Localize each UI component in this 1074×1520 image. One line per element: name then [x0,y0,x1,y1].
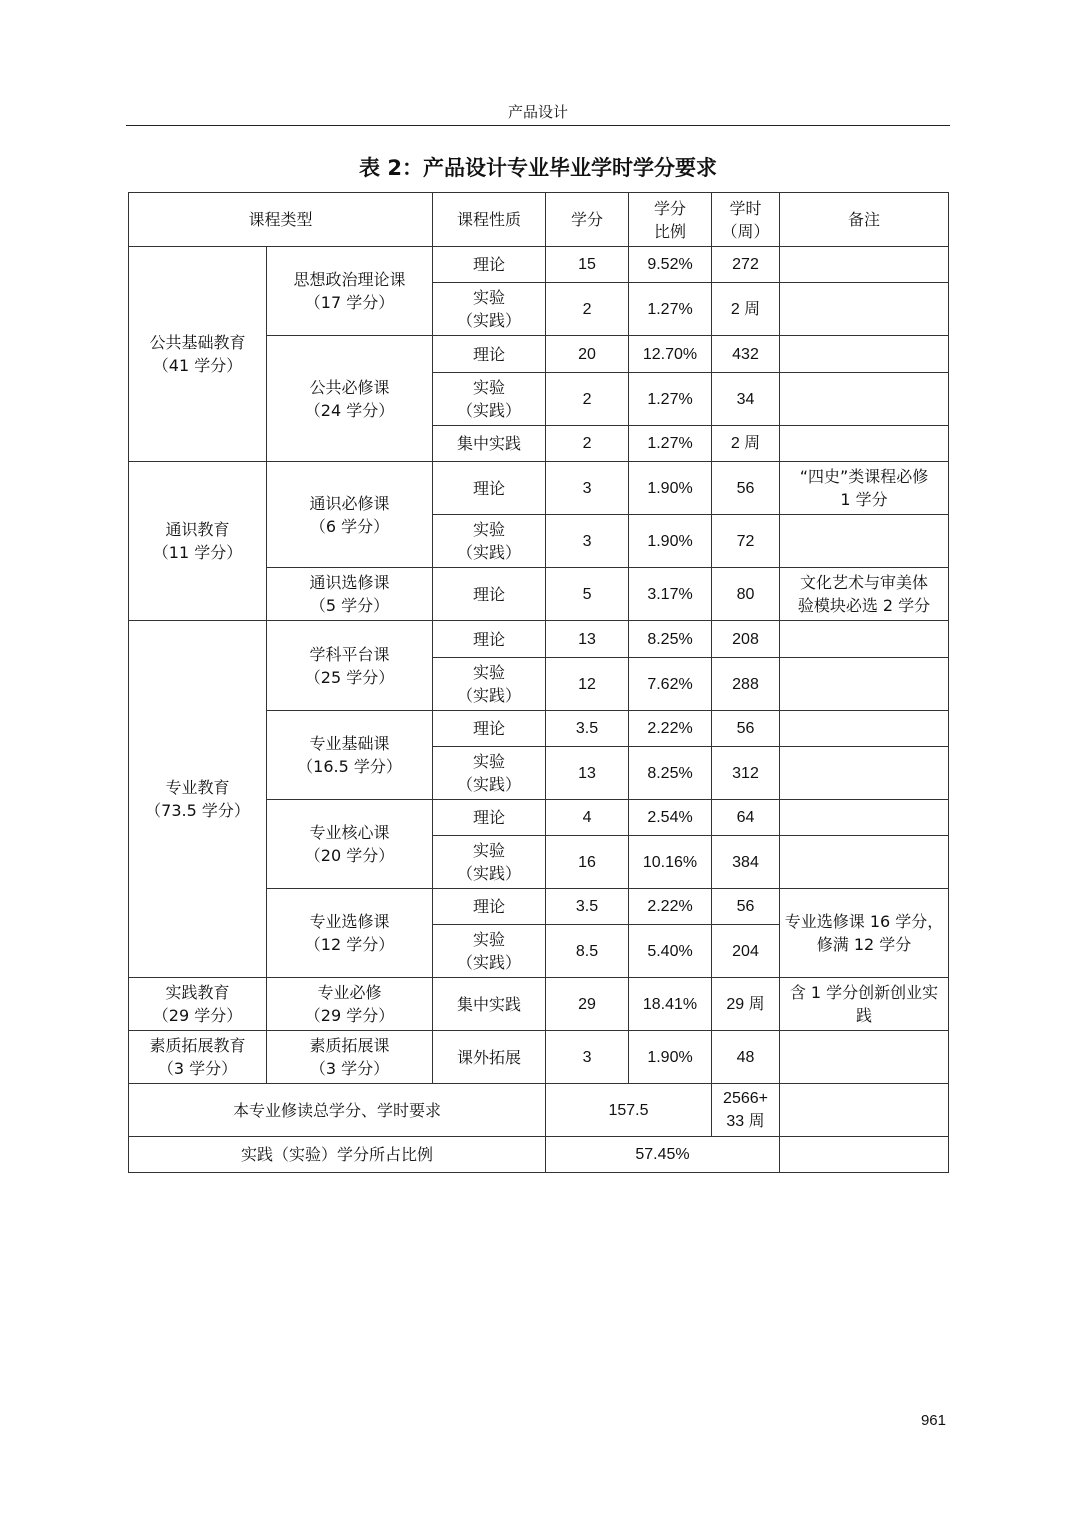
cell-nature: 理论 [433,462,546,515]
cell-nature: 理论 [433,568,546,621]
cell-hours: 48 [712,1031,780,1084]
subgroup-public-required: 公共必修课 （24 学分） [267,336,433,462]
cell-hours: 208 [712,621,780,658]
cell-hours: 384 [712,836,780,889]
cell-nature: 实验 （实践） [433,925,546,978]
cell-note [780,836,949,889]
subgroup-platform: 学科平台课 （25 学分） [267,621,433,711]
cell-hours: 56 [712,711,780,747]
cell-hours: 80 [712,568,780,621]
subgroup-quality-course: 素质拓展课 （3 学分） [267,1031,433,1084]
cell-credit: 20 [546,336,629,373]
running-header: 产品设计 [507,103,568,121]
col-header-type: 课程类型 [129,193,433,247]
cell-note: 文化艺术与审美体 验模块必选 2 学分 [780,568,949,621]
cell-ratio: 8.25% [629,747,712,800]
cell-nature: 实验 （实践） [433,658,546,711]
cell-hours: 64 [712,800,780,836]
subgroup-practice-required: 专业必修 （29 学分） [267,978,433,1031]
cell-nature: 理论 [433,711,546,747]
cell-credit: 3.5 [546,889,629,925]
cell-nature: 实验 （实践） [433,515,546,568]
col-header-note: 备注 [780,193,949,247]
cell-credit: 3.5 [546,711,629,747]
group-quality: 素质拓展教育 （3 学分） [129,1031,267,1084]
summary-total-note [780,1084,949,1137]
subgroup-general-required: 通识必修课 （6 学分） [267,462,433,568]
cell-ratio: 1.27% [629,426,712,462]
cell-note [780,658,949,711]
table-row [129,247,949,283]
cell-credit: 15 [546,247,629,283]
summary-total-label: 本专业修读总学分、学时要求 [129,1084,546,1137]
subgroup-core: 专业核心课 （20 学分） [267,800,433,889]
col-header-nature: 课程性质 [433,193,546,247]
cell-credit: 13 [546,747,629,800]
cell-nature: 理论 [433,621,546,658]
cell-hours: 34 [712,373,780,426]
cell-note [780,373,949,426]
col-header-ratio: 学分 比例 [629,193,712,247]
cell-credit: 29 [546,978,629,1031]
cell-nature: 理论 [433,336,546,373]
cell-credit: 2 [546,373,629,426]
cell-ratio: 1.27% [629,373,712,426]
table-row [129,1031,949,1084]
cell-ratio: 10.16% [629,836,712,889]
cell-nature: 实验 （实践） [433,747,546,800]
cell-credit: 2 [546,283,629,336]
table-row [129,621,949,658]
cell-hours: 312 [712,747,780,800]
summary-practice-row [129,1137,949,1173]
cell-note [780,426,949,462]
header-rule [126,125,950,126]
cell-hours: 72 [712,515,780,568]
table-header-row [129,193,949,247]
table-row [129,462,949,515]
table-title: 表 2：产品设计专业毕业学时学分要求 [359,156,717,180]
subgroup-elective: 专业选修课 （12 学分） [267,889,433,978]
cell-nature: 实验 （实践） [433,283,546,336]
cell-ratio: 8.25% [629,621,712,658]
cell-note: “四史”类课程必修 1 学分 [780,462,949,515]
cell-hours: 272 [712,247,780,283]
group-major: 专业教育 （73.5 学分） [129,621,267,978]
cell-credit: 5 [546,568,629,621]
cell-note [780,621,949,658]
cell-note [780,747,949,800]
col-header-hours: 学时 （周） [712,193,780,247]
col-header-credit: 学分 [546,193,629,247]
cell-ratio: 18.41% [629,978,712,1031]
cell-ratio: 12.70% [629,336,712,373]
cell-note [780,336,949,373]
cell-nature: 理论 [433,247,546,283]
cell-note [780,515,949,568]
cell-hours: 29 周 [712,978,780,1031]
cell-note [780,247,949,283]
cell-credit: 13 [546,621,629,658]
summary-total-credit: 157.5 [546,1084,712,1137]
cell-hours: 2 周 [712,426,780,462]
cell-ratio: 9.52% [629,247,712,283]
summary-total-hours: 2566+ 33 周 [712,1084,780,1137]
cell-credit: 2 [546,426,629,462]
summary-practice-note [780,1137,949,1173]
cell-ratio: 1.90% [629,1031,712,1084]
subgroup-politics: 思想政治理论课 （17 学分） [267,247,433,336]
cell-ratio: 7.62% [629,658,712,711]
cell-hours: 432 [712,336,780,373]
cell-hours: 56 [712,462,780,515]
credit-requirements-table [128,192,949,1173]
cell-ratio: 2.22% [629,889,712,925]
cell-hours: 288 [712,658,780,711]
summary-total-row [129,1084,949,1137]
cell-ratio: 1.27% [629,283,712,336]
cell-credit: 4 [546,800,629,836]
cell-credit: 16 [546,836,629,889]
cell-credit: 12 [546,658,629,711]
table-row [129,978,949,1031]
cell-note: 专业选修课 16 学分， 修满 12 学分 [780,889,949,978]
cell-note: 含 1 学分创新创业实 践 [780,978,949,1031]
cell-nature: 集中实践 [433,978,546,1031]
group-general: 通识教育 （11 学分） [129,462,267,621]
cell-note [780,711,949,747]
cell-ratio: 3.17% [629,568,712,621]
cell-nature: 实验 （实践） [433,373,546,426]
cell-note [780,283,949,336]
cell-nature: 理论 [433,800,546,836]
cell-credit: 3 [546,1031,629,1084]
cell-ratio: 2.54% [629,800,712,836]
cell-hours: 204 [712,925,780,978]
group-practice: 实践教育 （29 学分） [129,978,267,1031]
cell-nature: 理论 [433,889,546,925]
subgroup-foundation: 专业基础课 （16.5 学分） [267,711,433,800]
cell-nature: 课外拓展 [433,1031,546,1084]
cell-ratio: 1.90% [629,515,712,568]
cell-credit: 8.5 [546,925,629,978]
summary-practice-label: 实践（实验）学分所占比例 [129,1137,546,1173]
cell-credit: 3 [546,515,629,568]
cell-note [780,800,949,836]
cell-note [780,1031,949,1084]
cell-hours: 56 [712,889,780,925]
cell-ratio: 5.40% [629,925,712,978]
group-public: 公共基础教育 （41 学分） [129,247,267,462]
subgroup-general-elective: 通识选修课 （5 学分） [267,568,433,621]
cell-nature: 集中实践 [433,426,546,462]
cell-credit: 3 [546,462,629,515]
cell-hours: 2 周 [712,283,780,336]
page-number: 961 [920,1412,946,1429]
summary-practice-ratio: 57.45% [546,1137,780,1173]
cell-ratio: 2.22% [629,711,712,747]
cell-ratio: 1.90% [629,462,712,515]
cell-nature: 实验 （实践） [433,836,546,889]
